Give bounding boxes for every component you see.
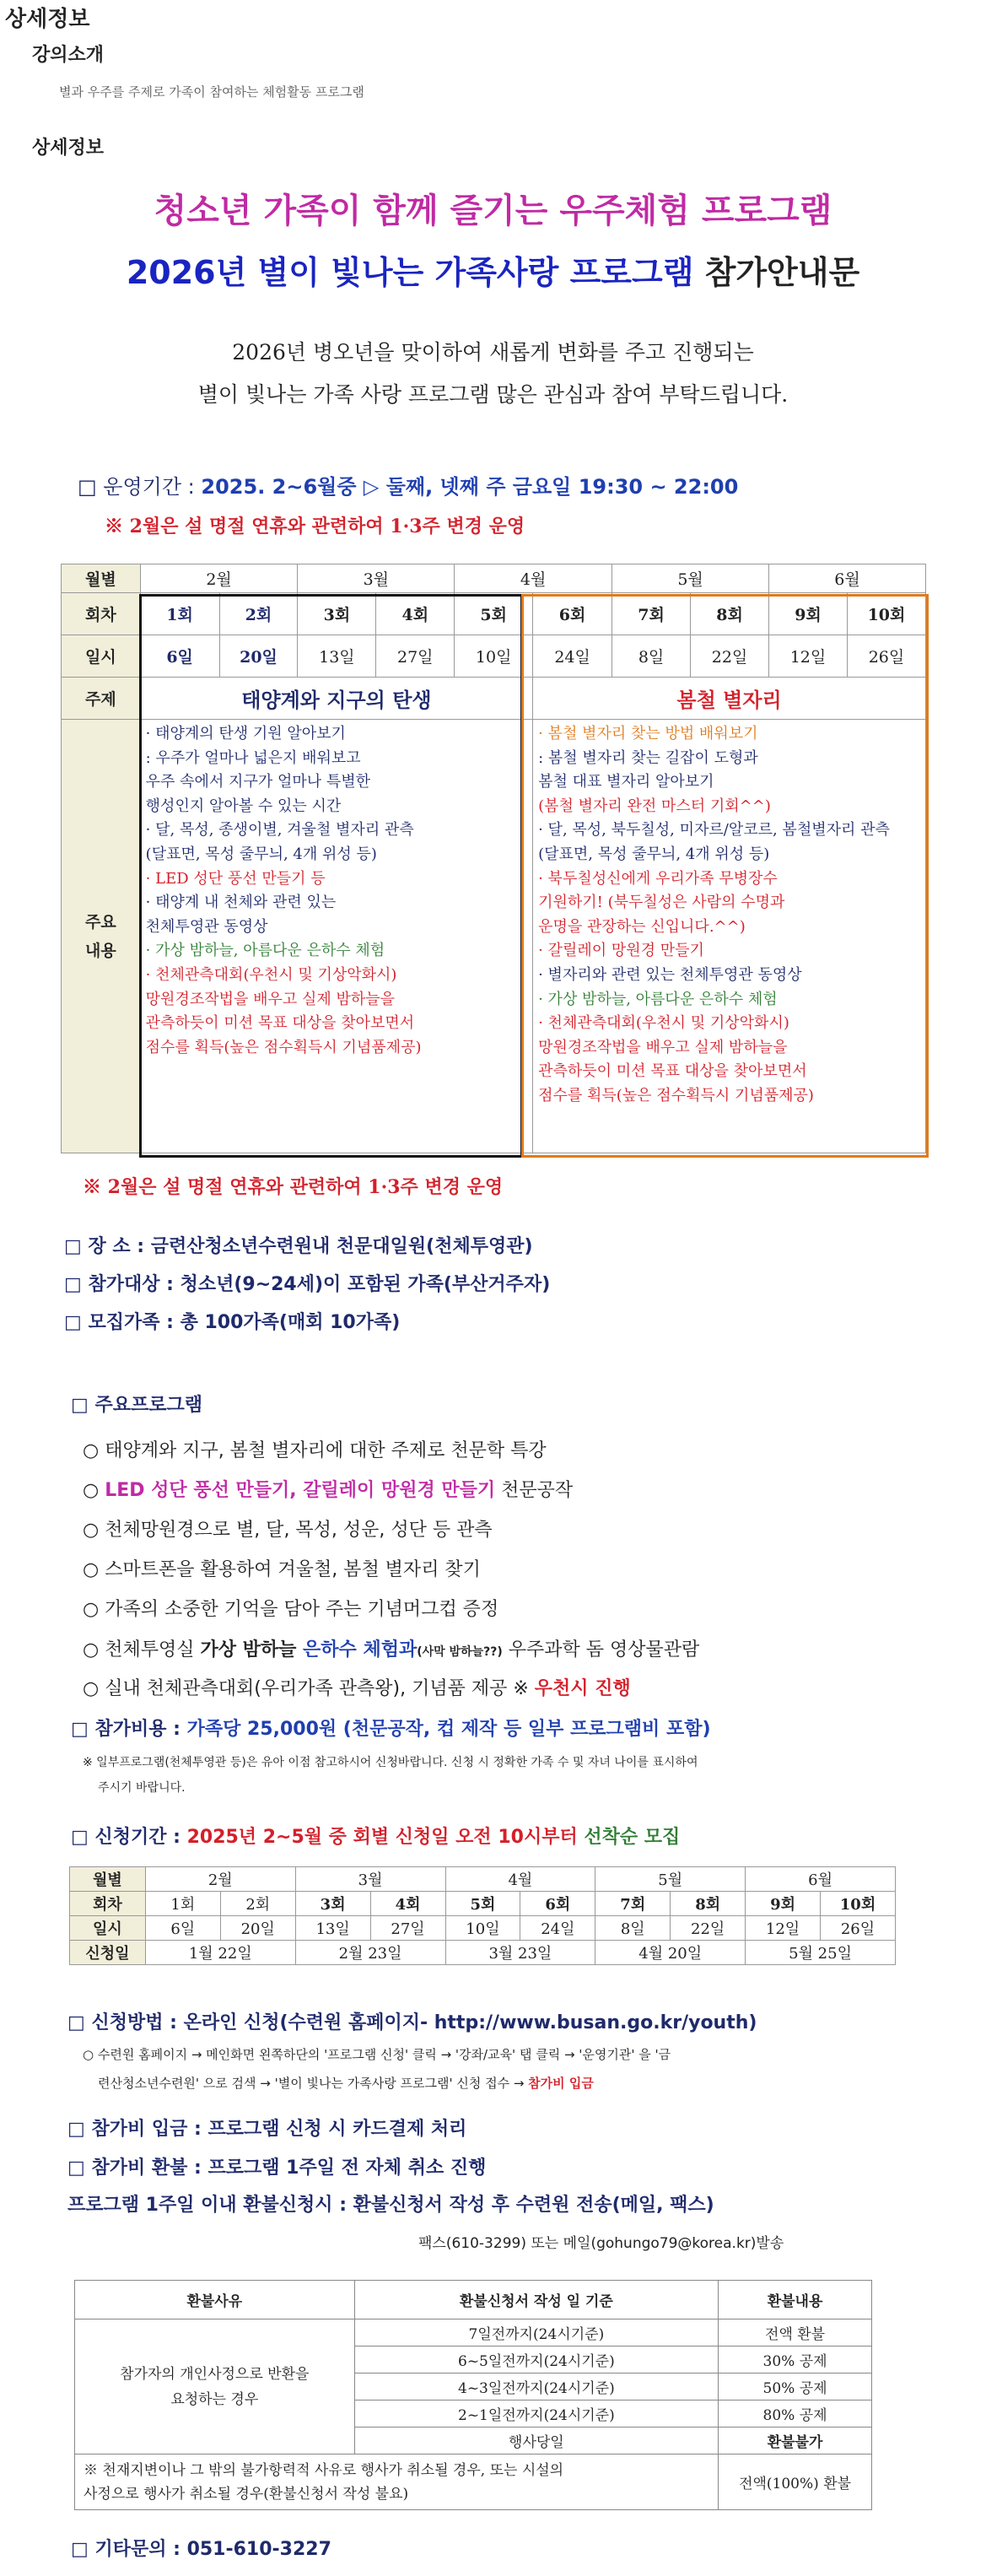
month-cell: 4월 bbox=[455, 564, 612, 593]
content-line: · 태양계의 탄생 기원 알아보기 bbox=[145, 725, 346, 743]
content-line: (봄철 별자리 완전 마스터 기회^^) bbox=[538, 797, 771, 815]
poster-subtitle bbox=[0, 246, 986, 293]
content-line: · 천체관측대회(우천시 및 기상악화시) bbox=[145, 965, 397, 984]
content-line: · 북두칠성신에게 우리가족 무병장수 bbox=[538, 869, 778, 888]
program-item: ○ LED 성단 풍선 만들기, 갈릴레이 망원경 만들기 천문공작 bbox=[83, 1480, 574, 1501]
fee-line: □ 참가비용 : 가족당 25,000원 (천문공작, 컵 제작 등 일부 프로그램비 포함) bbox=[71, 1719, 711, 1740]
program-item: ○ 가족의 소중한 기억을 담아 주는 기념머그컵 증정 bbox=[83, 1599, 499, 1620]
session-cell: 7회 bbox=[612, 593, 691, 635]
date-cell: 8일 bbox=[612, 635, 691, 678]
month-cell: 6월 bbox=[769, 564, 926, 593]
refund-row-value: 30% 공제 bbox=[719, 2346, 872, 2373]
refund-header: 환불사유 bbox=[75, 2281, 355, 2319]
operation-period-value: 2025. 2~6월중 ▷ 둘째, 넷째 주 금요일 19:30 ~ 22:00 bbox=[201, 475, 739, 499]
content-line: 관측하듯이 미션 목표 대상을 찾아보면서 bbox=[538, 1062, 807, 1081]
date-cell: 8일 bbox=[595, 1916, 671, 1941]
content-line: 점수를 획득(높은 점수획득시 기념품제공) bbox=[538, 1086, 814, 1104]
date-cell: 26일 bbox=[821, 1916, 896, 1941]
month-cell: 3월 bbox=[298, 564, 455, 593]
apply-date-cell: 3월 23일 bbox=[445, 1941, 595, 1965]
date-header: 일시 bbox=[70, 1916, 146, 1941]
poster-title: 청소년 가족이 함께 즐기는 우주체험 프로그램 bbox=[154, 192, 832, 230]
month-cell: 2월 bbox=[145, 1867, 295, 1892]
content-line: 기원하기! (북두칠성은 사람의 수명과 bbox=[538, 894, 785, 912]
content-line: 행성인지 알아볼 수 있는 시간 bbox=[145, 797, 342, 815]
refund-header: 환불신청서 작성 일 기준 bbox=[354, 2281, 719, 2319]
date-cell: 26일 bbox=[847, 635, 925, 678]
program-guide-word: 참가안내문 bbox=[693, 254, 860, 291]
date-cell: 10일 bbox=[455, 635, 533, 678]
operation-period bbox=[78, 470, 738, 500]
session-cell: 1회 bbox=[140, 593, 219, 635]
month-header: 월별 bbox=[70, 1867, 146, 1892]
fax-line: 팩스(610-3299) 또는 메일(gohungo79@korea.kr)발송 bbox=[418, 2235, 784, 2252]
content-line: 우주 속에서 지구가 얼마나 특별한 bbox=[145, 773, 370, 791]
month-cell: 5월 bbox=[612, 564, 769, 593]
month-cell: 3월 bbox=[295, 1867, 445, 1892]
session-cell: 10회 bbox=[847, 593, 925, 635]
date-cell: 20일 bbox=[220, 1916, 295, 1941]
content-line: · 가상 밤하늘, 아름다운 은하수 체험 bbox=[538, 990, 778, 1008]
session-cell: 2회 bbox=[220, 1892, 295, 1916]
apply-method-desc-1: ○ 수련원 홈페이지 → 메인화면 왼쪽하단의 '프로그램 신청' 클릭 → '강좌/교육' 탭 클릭 → '운영기관' 을 '금 bbox=[83, 2047, 671, 2062]
refund-row-date: 7일전까지(24시기준) bbox=[354, 2319, 719, 2346]
apply-period: □ 신청기간 : 2025년 2~5월 중 회별 신청일 오전 10시부터 선착순 모집 bbox=[71, 1827, 681, 1848]
session-cell: 3회 bbox=[298, 593, 376, 635]
lecture-intro-text: 별과 우주를 주제로 가족이 참여하는 체험활동 프로그램 bbox=[59, 84, 364, 100]
refund-footer-value: 전액(100%) 환불 bbox=[719, 2454, 872, 2510]
session-cell: 2회 bbox=[219, 593, 298, 635]
content-line: 망원경조작법을 배우고 실제 밤하늘을 bbox=[145, 990, 396, 1008]
content-line: · 가상 밤하늘, 아름다운 은하수 체험 bbox=[145, 942, 385, 960]
contact-line: □ 기타문의 : 051-610-3227 bbox=[71, 2539, 331, 2560]
content-line: (달표면, 목성 줄무늬, 4개 위성 등) bbox=[145, 845, 377, 863]
right-half-border bbox=[521, 594, 929, 1158]
refund-row-date: 행사당일 bbox=[354, 2427, 719, 2454]
month-cell: 2월 bbox=[140, 564, 298, 593]
session-cell: 8회 bbox=[691, 593, 769, 635]
program-item: ○ 태양계와 지구, 봄철 별자리에 대한 주제로 천문학 특강 bbox=[83, 1440, 547, 1461]
session-cell: 9회 bbox=[769, 593, 848, 635]
session-cell: 4회 bbox=[376, 593, 455, 635]
apply-method: □ 신청방법 : 온라인 신청(수련원 홈페이지- http://www.busan.go.kr/youth) bbox=[67, 2012, 757, 2033]
month-header: 월별 bbox=[62, 564, 141, 593]
refund-row-date: 2~1일전까지(24시기준) bbox=[354, 2400, 719, 2427]
session-cell: 6회 bbox=[520, 1892, 595, 1916]
page-title: 상세정보 bbox=[5, 7, 90, 32]
content-line: (달표면, 목성 줄무늬, 4개 위성 등) bbox=[538, 845, 770, 863]
date-cell: 20일 bbox=[219, 635, 298, 678]
refund-row-value: 전액 환불 bbox=[719, 2319, 872, 2346]
month-cell: 4월 bbox=[445, 1867, 595, 1892]
refund-footer-note: ※ 천재지변이나 그 밖의 불가항력적 사유로 행사가 취소될 경우, 또는 시설의 사정으로 행사가 취소될 경우(환불신청서 작성 불요) bbox=[75, 2454, 719, 2510]
operation-period-label: □ 운영기간 : bbox=[78, 475, 202, 499]
apply-date-cell: 5월 25일 bbox=[746, 1941, 896, 1965]
session-cell: 7회 bbox=[595, 1892, 671, 1916]
theme-left: 태양계와 지구의 탄생 bbox=[140, 678, 532, 720]
program-item: ○ 실내 천체관측대회(우리가족 관측왕), 기념품 제공 ※ 우천시 진행 bbox=[83, 1678, 631, 1699]
content-line: 관측하듯이 미션 목표 대상을 찾아보면서 bbox=[145, 1014, 415, 1033]
content-line: 운명을 관장하는 신입니다.^^) bbox=[538, 917, 746, 936]
theme-right: 봄철 별자리 bbox=[533, 678, 926, 720]
program-item: ○ 천체투영실 가상 밤하늘 은하수 체험과(사막 밤하늘??) 우주과학 돔 영상물관람 bbox=[83, 1639, 700, 1661]
session-cell: 3회 bbox=[295, 1892, 370, 1916]
session-cell: 4회 bbox=[370, 1892, 445, 1916]
program-name: 2026년 별이 빛나는 가족사랑 프로그램 bbox=[126, 254, 694, 291]
date-cell: 13일 bbox=[295, 1916, 370, 1941]
left-half-border bbox=[139, 594, 523, 1158]
date-cell: 22일 bbox=[671, 1916, 746, 1941]
place-line: □ 장 소 : 금련산청소년수련원내 천문대일원(천체투영관) bbox=[64, 1236, 533, 1257]
program-item: ○ 스마트폰을 활용하여 겨울철, 봄철 별자리 찾기 bbox=[83, 1559, 481, 1580]
refund-week-line: 프로그램 1주일 이내 환불신청시 : 환불신청서 작성 후 수련원 전송(메일, 팩스) bbox=[67, 2195, 714, 2216]
schedule-notice-bottom: ※ 2월은 설 명절 연휴와 관련하여 1·3주 변경 운영 bbox=[83, 1176, 504, 1198]
detail-title: 상세정보 bbox=[32, 138, 105, 159]
date-header: 일시 bbox=[62, 635, 141, 678]
deposit-line: □ 참가비 입금 : 프로그램 신청 시 카드결제 처리 bbox=[67, 2119, 467, 2140]
session-cell: 8회 bbox=[671, 1892, 746, 1916]
month-cell: 5월 bbox=[595, 1867, 746, 1892]
month-cell: 6월 bbox=[746, 1867, 896, 1892]
date-cell: 13일 bbox=[298, 635, 376, 678]
refund-row-date: 4~3일전까지(24시기준) bbox=[354, 2373, 719, 2400]
content-line: · 천체관측대회(우천시 및 기상악화시) bbox=[538, 1014, 789, 1033]
content-line: · 달, 목성, 종생이별, 겨울철 별자리 관측 bbox=[145, 821, 414, 840]
content-line: · 별자리와 관련 있는 천체투영관 동영상 bbox=[538, 965, 802, 984]
content-line: 봄철 대표 별자리 알아보기 bbox=[538, 773, 714, 791]
date-cell: 24일 bbox=[520, 1916, 595, 1941]
apply-table bbox=[69, 1866, 896, 1965]
content-line: 망원경조작법을 배우고 실제 밤하늘을 bbox=[538, 1038, 788, 1056]
content-line: · 태양계 내 천체와 관련 있는 bbox=[145, 894, 337, 912]
content-line: · 갈릴레이 망원경 만들기 bbox=[538, 942, 704, 960]
refund-table bbox=[74, 2280, 872, 2510]
content-line: · LED 성단 풍선 만들기 등 bbox=[145, 869, 326, 888]
session-cell: 10회 bbox=[821, 1892, 896, 1916]
apply-date-cell: 1월 22일 bbox=[145, 1941, 295, 1965]
date-cell: 6일 bbox=[140, 635, 219, 678]
refund-reason: 참가자의 개인사정으로 반환을 요청하는 경우 bbox=[75, 2319, 355, 2454]
date-cell: 24일 bbox=[533, 635, 612, 678]
content-line: 천체투영관 동영상 bbox=[145, 917, 268, 936]
session-header: 회차 bbox=[70, 1892, 146, 1916]
apply-date-header: 신청일 bbox=[70, 1941, 146, 1965]
date-cell: 10일 bbox=[445, 1916, 520, 1941]
refund-header: 환불내용 bbox=[719, 2281, 872, 2319]
schedule-notice-top: ※ 2월은 설 명절 연휴와 관련하여 1·3주 변경 운영 bbox=[105, 516, 525, 537]
families-line: □ 모집가족 : 총 100가족(매회 10가족) bbox=[64, 1312, 401, 1333]
date-cell: 27일 bbox=[376, 635, 455, 678]
apply-date-cell: 4월 20일 bbox=[595, 1941, 746, 1965]
refund-row-date: 6~5일전까지(24시기준) bbox=[354, 2346, 719, 2373]
content-line: · 봄철 별자리 찾는 방법 배워보기 bbox=[538, 725, 758, 743]
refund-row-value: 환불불가 bbox=[719, 2427, 872, 2454]
refund-row-value: 80% 공제 bbox=[719, 2400, 872, 2427]
date-cell: 22일 bbox=[691, 635, 769, 678]
session-cell: 1회 bbox=[145, 1892, 220, 1916]
session-cell: 5회 bbox=[455, 593, 533, 635]
apply-date-cell: 2월 23일 bbox=[295, 1941, 445, 1965]
session-header: 회차 bbox=[62, 593, 141, 635]
program-item: ○ 천체망원경으로 별, 달, 목성, 성운, 성단 등 관측 bbox=[83, 1520, 493, 1541]
refund-row-value: 50% 공제 bbox=[719, 2373, 872, 2400]
date-cell: 12일 bbox=[769, 635, 848, 678]
date-cell: 12일 bbox=[746, 1916, 821, 1941]
apply-method-desc-2: 련산청소년수련원' 으로 검색 → '별이 빛나는 가족사랑 프로그램' 신청 접수 → 참가비 입금 bbox=[98, 2076, 594, 2091]
theme-header: 주제 bbox=[62, 678, 141, 720]
content-line: : 우주가 얼마나 넓은지 배워보고 bbox=[145, 748, 361, 767]
content-line: 점수를 획득(높은 점수획득시 기념품제공) bbox=[145, 1038, 422, 1056]
target-line: □ 참가대상 : 청소년(9~24세)이 포함된 가족(부산거주자) bbox=[64, 1274, 551, 1295]
greeting-line-1: 2026년 병오년을 맞이하여 새롭게 변화를 주고 진행되는 bbox=[232, 340, 754, 365]
content-line: : 봄철 별자리 찾는 길잡이 도형과 bbox=[538, 748, 758, 767]
fee-note-line-2: 주시기 바랍니다. bbox=[98, 1781, 186, 1795]
fee-note-line-1: ※ 일부프로그램(천체투영관 등)은 유아 이점 참고하시어 신청바랍니다. 신청 시 정확한 가족 수 및 자녀 나이를 표시하여 bbox=[83, 1756, 698, 1769]
session-cell: 5회 bbox=[445, 1892, 520, 1916]
date-cell: 27일 bbox=[370, 1916, 445, 1941]
date-cell: 6일 bbox=[145, 1916, 220, 1941]
content-header: 주요 내용 bbox=[62, 720, 141, 1153]
greeting-line-2: 별이 빛나는 가족 사랑 프로그램 많은 관심과 참여 부탁드립니다. bbox=[197, 382, 789, 407]
refund-line: □ 참가비 환불 : 프로그램 1주일 전 자체 취소 진행 bbox=[67, 2157, 487, 2179]
lecture-intro-title: 강의소개 bbox=[32, 45, 105, 66]
session-cell: 9회 bbox=[746, 1892, 821, 1916]
content-line: · 달, 목성, 북두칠성, 미자르/알코르, 봄철별자리 관측 bbox=[538, 821, 890, 840]
programs-title: □ 주요프로그램 bbox=[71, 1395, 202, 1416]
session-cell: 6회 bbox=[533, 593, 612, 635]
